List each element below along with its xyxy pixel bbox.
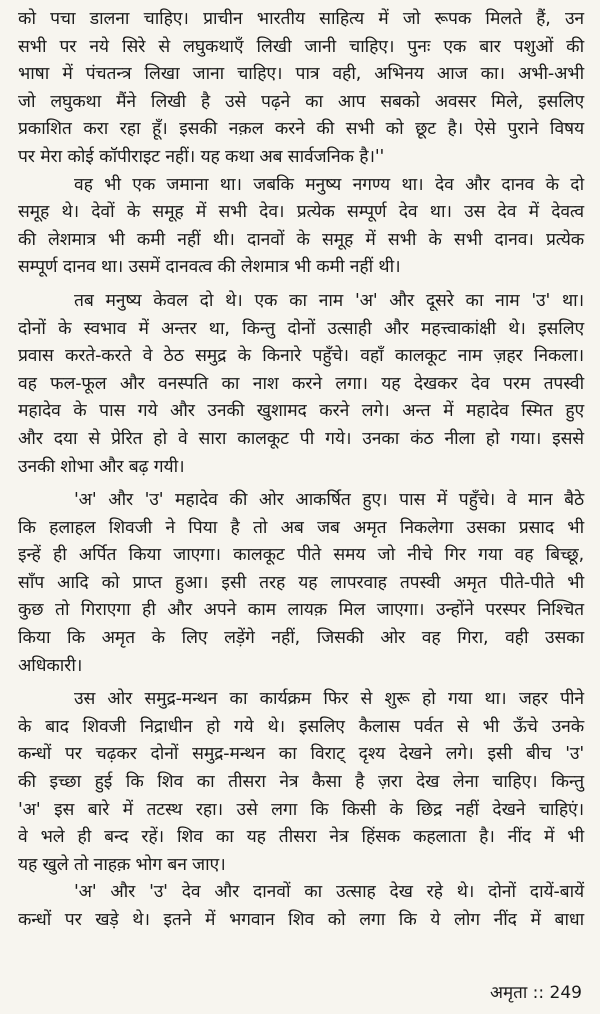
paragraph-1 [18,6,584,172]
paragraph-4 [18,487,584,680]
text-line: कुछ तो गिराएगा ही और अपने काम लायक़ मिल जाएगा। उन्होंने परस्पर निश्चित [18,600,584,621]
text-line: वह फल-फूल और वनस्पति का नाश करने लगा। यह देखकर देव परम तपस्वी [18,373,584,394]
text-line: महादेव के पास गये और उनकी खुशामद करने लगे। अन्त में महादेव स्मित हुए [18,401,584,422]
text-line: की इच्छा हुई कि शिव का तीसरा नेत्र कैसा है ज़रा देख लेना चाहिए। किन्तु [18,772,584,793]
text-line: किया कि अमृत के लिए लड़ेंगे नहीं, जिसकी ओर वह गिरा, वही उसका [18,628,584,649]
text-line: के बाद शिवजी निद्राधीन हो गये थे। इसलिए कैलास पर्वत से भी ऊँचे उनके [18,716,584,737]
text-line: अधिकारी। [18,655,83,676]
page-footer [490,982,582,1004]
text-line: और दया से प्रेरित हो वे सारा कालकूट पी गये। उनका कंठ नीला हो गया। इससे [18,428,584,449]
text-line: प्रवास करते-करते वे ठेठ समुद्र के किनारे पहुँचे। वहाँ कालकूट नाम ज़हर निकला। [18,346,584,367]
running-book-title: अमृता [490,983,528,1003]
text-line: साँप आदि को प्राप्त हुआ। इसी तरह यह लापरवाह तपस्वी अमृत पीते-पीते भी [18,572,584,593]
text-line: भाषा में पंचतन्त्र लिखा जाना चाहिए। पात्र वही, अभिनय आज का। अभी-अभी [18,64,584,85]
text-line: कि हलाहल शिवजी ने पिया है तो अब जब अमृत निकलेगा उसका प्रसाद भी [18,517,584,538]
text-line: इन्हें ही अर्पित किया जाएगा। कालकूट पीते समय जो नीचे गिर गया वह बिच्छू, [18,545,584,566]
text-line: दोनों के स्वभाव में अन्तर था, किन्तु दोनों उत्साही और महत्त्वाकांक्षी थे। इसलिए [18,318,584,339]
text-line: 'अ' इस बारे में तटस्थ रहा। उसे लगा कि किसी के छिद्र नहीं देखने चाहिएं। [18,799,584,820]
text-line: 'अ' और 'उ' देव और दानवों का उत्साह देख रहे थे। दोनों दायें-बायें [74,882,584,903]
text-line: की लेशमात्र भी कमी नहीं थी। दानवों के समूह में सभी के सभी दानव। प्रत्येक [18,229,584,250]
text-line: कन्धों पर चढ़कर दोनों समुद्र-मन्थन का विराट् दृश्य देखने लगे। इसी बीच 'उ' [18,744,584,765]
text-line: को पचा डालना चाहिए। प्राचीन भारतीय साहित्य में जो रूपक मिलते हैं, उन [18,9,584,29]
text-line: वह भी एक जमाना था। जबकि मनुष्य नगण्य था। देव और दानव के दो [74,174,584,195]
footer-separator: :: [532,983,545,1003]
text-line: वे भले ही बन्द रहें। शिव का यह तीसरा नेत्र हिंसक कहलाता है। नींद में भी [18,827,584,848]
paragraph-6 [18,879,584,934]
paragraph-5 [18,686,584,879]
paragraph-3 [18,288,584,481]
text-line: सम्पूर्ण दानव था। उसमें दानवत्व की लेशमात्र भी कमी नहीं थी। [18,257,401,278]
text-line: प्रकाशित करा रहा हूँ। इसकी नक़ल करने की सभी को छूट है। ऐसे पुराने विषय [18,119,584,140]
text-line: उनकी शोभा और बढ़ गयी। [18,456,185,477]
page-number: 249 [549,983,582,1003]
text-line: कन्धों पर खड़े थे। इतने में भगवान शिव को लगा कि ये लोग नींद में बाधा [18,910,584,930]
text-line: समूह थे। देवों के समूह में सभी देव। प्रत्येक सम्पूर्ण देव था। उस देव में देवत्व [18,202,584,223]
text-line: पर मेरा कोई कॉपीराइट नहीं। यह कथा अब सार्वजनिक है।'' [18,146,385,167]
paragraph-2 [18,172,584,282]
text-line: तब मनुष्य केवल दो थे। एक का नाम 'अ' और दूसरे का नाम 'उ' था। [74,290,584,311]
text-line: यह खुले तो नाहक़ भोग बन जाए। [18,854,226,875]
text-line: उस ओर समुद्र-मन्थन का कार्यक्रम फिर से शुरू हो गया था। जहर पीने [74,689,584,710]
text-line: सभी पर नये सिरे से लघुकथाएँ लिखी जानी चाहिए। पुनः एक बार पशुओं की [18,36,584,57]
text-line: 'अ' और 'उ' महादेव की ओर आकर्षित हुए। पास में पहुँचे। वे मान बैठे [74,490,584,511]
text-line: जो लघुकथा मैंने लिखी है उसे पढ़ने का आप सबको अवसर मिले, इसलिए [18,91,584,112]
book-page-text [18,6,584,935]
